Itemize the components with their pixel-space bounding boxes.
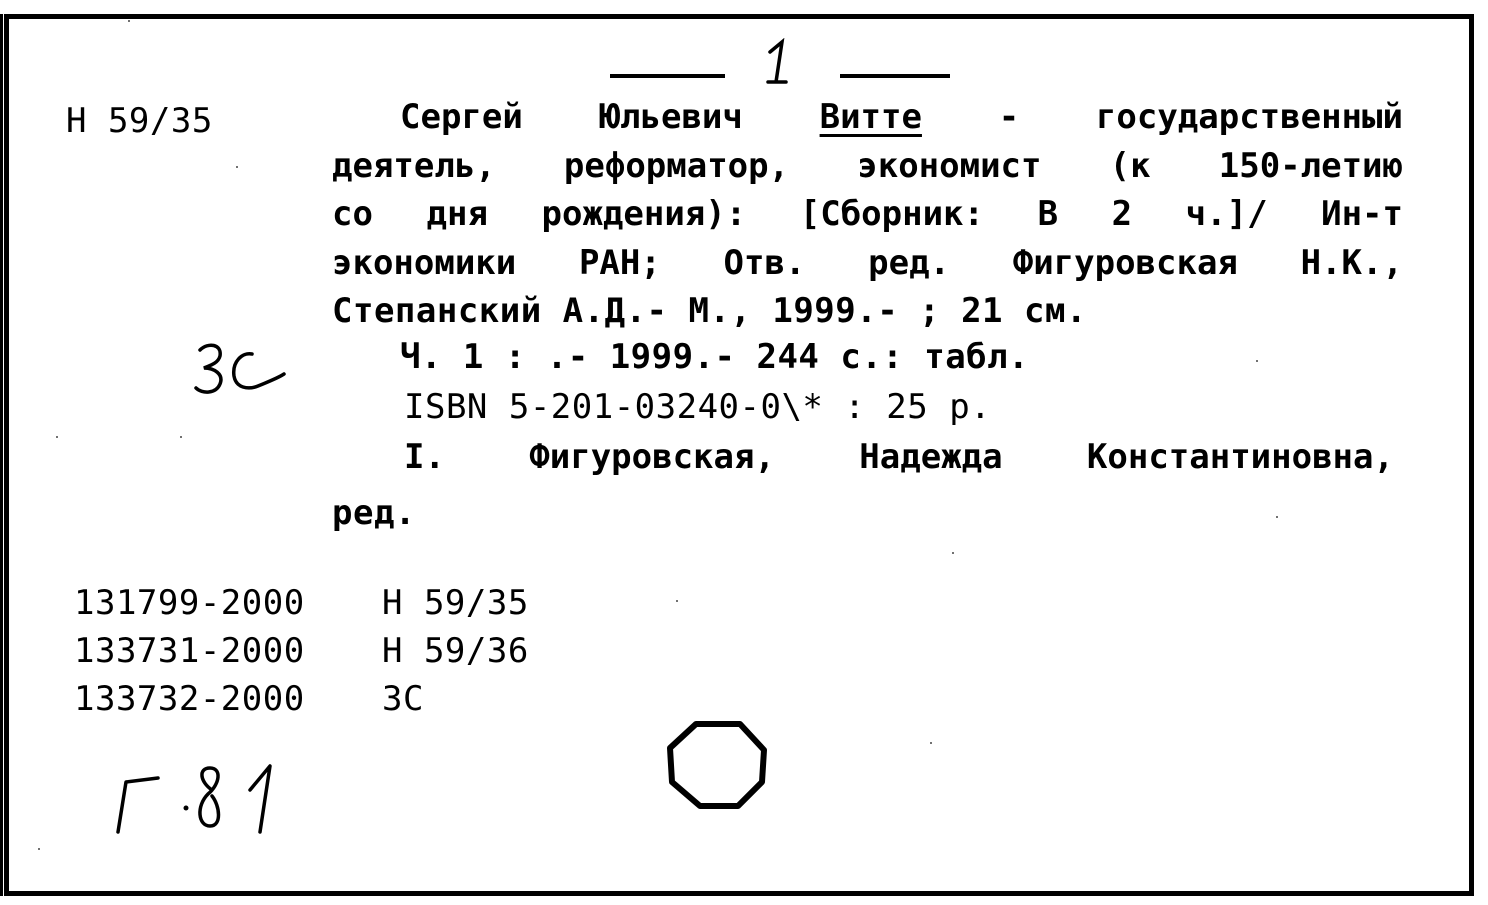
entry-word: Н.К., — [1300, 243, 1403, 283]
shelf-mark: Н 59/35 — [66, 101, 213, 141]
scan-speck — [676, 600, 678, 602]
inventory-location: 3С — [382, 679, 424, 719]
card-punch-hole — [656, 716, 780, 816]
editor-word: Константиновна, — [1086, 437, 1394, 477]
entry-word: дня — [426, 194, 488, 234]
entry-word: 2 — [1111, 194, 1133, 234]
entry-word: (к — [1109, 146, 1151, 186]
handwritten-mark-3c — [190, 338, 290, 400]
entry-word: 150-летию — [1218, 146, 1403, 186]
scan-speck — [1256, 360, 1258, 362]
entry-word: Фигуровская — [1012, 243, 1238, 283]
inventory-location: Н 59/35 — [382, 583, 529, 623]
part-line: Ч. 1 : .- 1999.- 244 с.: табл. — [400, 337, 1030, 377]
entry-word: Сергей — [400, 97, 523, 137]
editor-word: Надежда — [859, 437, 1003, 477]
entry-word: государственный — [1095, 97, 1403, 137]
inventory-location: Н 59/36 — [382, 631, 529, 671]
editor-word: I. — [404, 437, 445, 477]
isbn-line: ISBN 5-201-03240-0\* : 25 р. — [404, 387, 992, 427]
scan-speck — [56, 436, 58, 438]
card-number-mark — [600, 38, 960, 88]
scan-speck — [236, 166, 238, 168]
entry-word: Юльевич — [599, 97, 743, 137]
scan-speck — [38, 848, 40, 850]
entry-word: реформатор, — [563, 146, 790, 186]
entry-line-4 — [332, 243, 1403, 283]
entry-word: экономики — [332, 243, 517, 283]
scan-speck — [128, 20, 130, 22]
entry-word: ред. — [868, 243, 951, 283]
editor-line — [404, 437, 1394, 477]
entry-word: ч.]/ — [1185, 194, 1268, 234]
entry-author-surname: Витте — [819, 97, 922, 137]
inventory-number: 133732-2000 — [74, 679, 305, 719]
entry-line-3 — [332, 194, 1403, 234]
entry-line-5: Степанский А.Д.- М., 1999.- ; 21 см. — [332, 291, 1087, 331]
entry-word: со — [332, 194, 373, 234]
entry-word: деятель, — [332, 146, 496, 186]
scan-speck — [1276, 516, 1278, 518]
entry-word: экономист — [857, 146, 1042, 186]
editor-line-cont: ред. — [332, 493, 416, 533]
entry-line-2 — [332, 146, 1403, 186]
scan-speck — [952, 552, 954, 554]
entry-word: РАН; — [578, 243, 661, 283]
entry-word: В — [1037, 194, 1059, 234]
card-left-edge — [0, 14, 3, 896]
entry-word: Отв. — [723, 243, 806, 283]
entry-word: [Сборник: — [799, 194, 984, 234]
entry-word: Ин-т — [1321, 194, 1403, 234]
scan-speck — [930, 742, 932, 744]
editor-word: Фигуровская, — [529, 437, 775, 477]
entry-word: рождения): — [541, 194, 747, 234]
entry-word: - — [998, 97, 1020, 137]
inventory-number: 131799-2000 — [74, 583, 305, 623]
scan-speck — [180, 436, 182, 438]
inventory-number: 133731-2000 — [74, 631, 305, 671]
handwritten-code-g81 — [100, 760, 300, 840]
entry-line-1 — [400, 97, 1403, 137]
